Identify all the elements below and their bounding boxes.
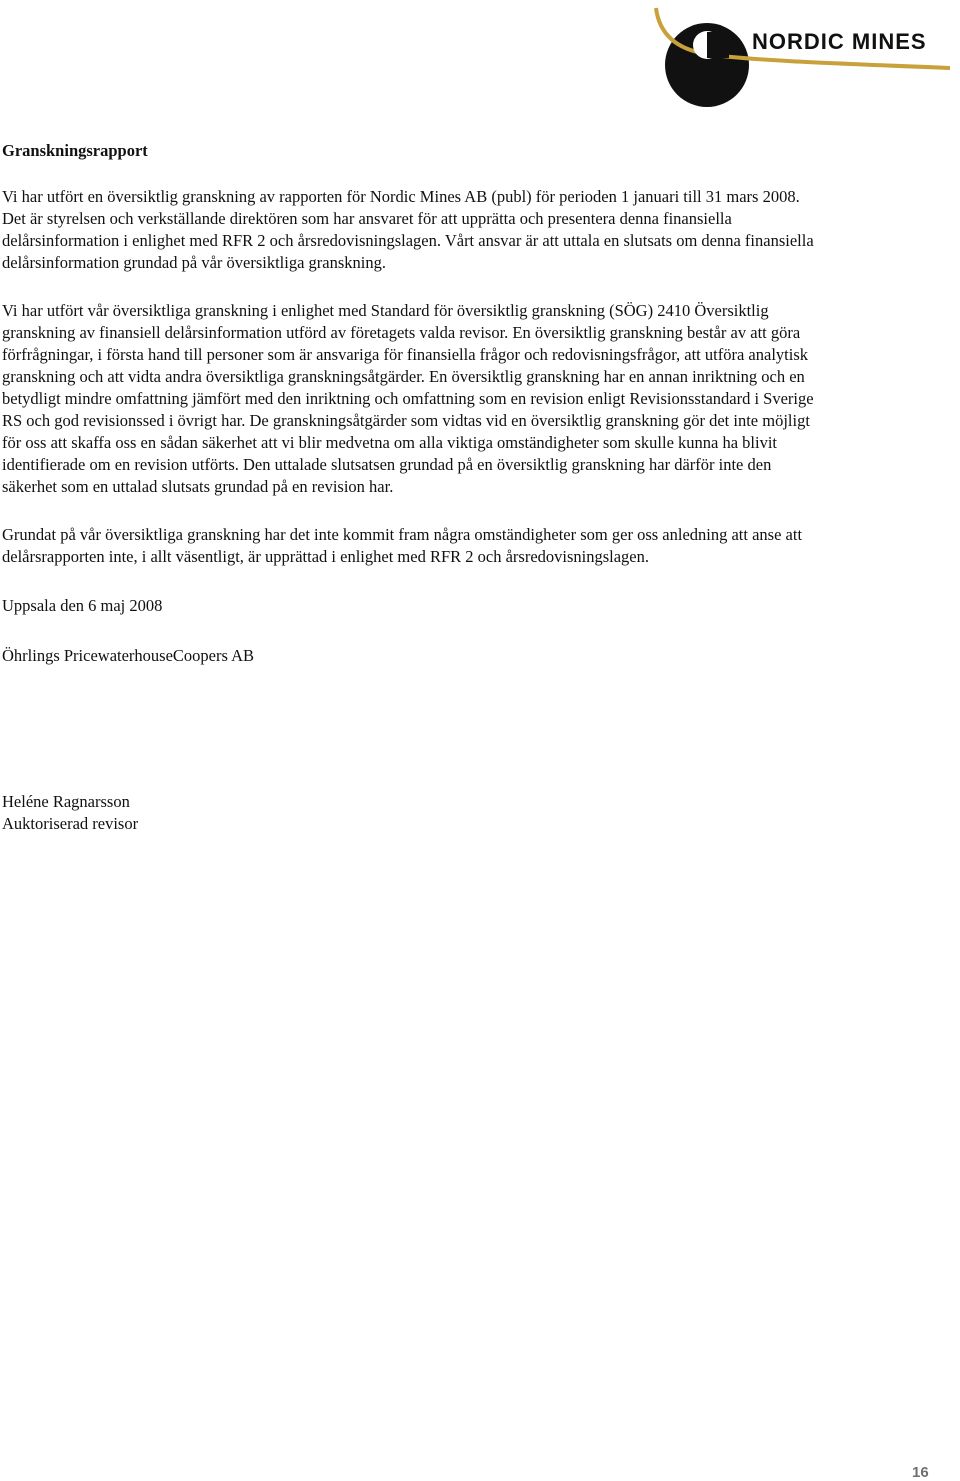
signature-block [2,791,932,835]
paragraph-line: identifierade om en revision utförts. Den uttalade slutsatsen grundad på en översiktlig granskning har därför inte den [2,455,772,474]
paragraph-line: Vi har utfört vår översiktliga granskning i enlighet med Standard för översiktlig granskning (SÖG) 2410 Översiktlig [2,301,769,320]
paragraph-line: förfrågningar, i första hand till personer som är ansvariga för finansiella frågor och redovisningsfrågor, att utföra analytisk [2,345,808,364]
signatory-title: Auktoriserad revisor [2,814,139,833]
paragraph-line: RS och god revisionssed i övrigt har. De granskningsåtgärder som vidtas vid en översiktlig granskning gör det inte möjligt [2,411,810,430]
report-title: Granskningsrapport [2,141,148,160]
paragraph-line: granskning och att vidta andra översiktliga granskningsåtgärder. En översiktlig granskning har en annan inriktning och en [2,367,805,386]
paragraph-line: delårsrapporten inte, i allt väsentligt, är upprättad i enlighet med RFR 2 och årsredovisningslagen. [2,547,650,566]
paragraph-line: säkerhet som en uttalad slutsats grundad på en revision har. [2,477,394,496]
paragraph-line: Grundat på vår översiktliga granskning har det inte kommit fram några omständigheter som ger oss anledning att anse att [2,525,803,544]
report-paragraph-3 [2,524,932,568]
page-number: 16 [912,1464,929,1481]
paragraph-line: Vi har utfört en översiktlig granskning av rapporten för Nordic Mines AB (publ) för perioden 1 januari till 31 mars 2008. [2,187,800,206]
paragraph-line: betydligt mindre omfattning jämfört med den inriktning och omfattning som en revision enligt Revisionsstandard i Sverige [2,389,814,408]
logo-wordmark: NORDIC MINES [752,29,927,54]
paragraph-line: för oss att skaffa oss en sådan säkerhet att vi blir medvetna om alla viktiga omständigheter som skulle kunna ha blivit [2,433,778,452]
report-paragraph-1 [2,186,932,274]
audit-report [2,140,932,835]
place-and-date: Uppsala den 6 maj 2008 [2,596,163,615]
paragraph-line: delårsinformation i enlighet med RFR 2 och årsredovisningslagen. Vårt ansvar är att uttala en slutsats om denna finansiella [2,231,814,250]
paragraph-line: Det är styrelsen och verkställande direktören som har ansvaret för att upprätta och presentera denna finansiella [2,209,732,228]
nordic-mines-logo-icon [652,2,952,112]
audit-firm: Öhrlings PricewaterhouseCoopers AB [2,646,255,665]
paragraph-line: delårsinformation grundad på vår översiktliga granskning. [2,253,386,272]
nordic-mines-logo [652,2,952,112]
signatory-name: Heléne Ragnarsson [2,792,130,811]
paragraph-line: granskning av finansiell delårsinformation utförd av företagets valda revisor. En översiktlig granskning består av att göra [2,323,801,342]
report-paragraph-2 [2,300,932,498]
